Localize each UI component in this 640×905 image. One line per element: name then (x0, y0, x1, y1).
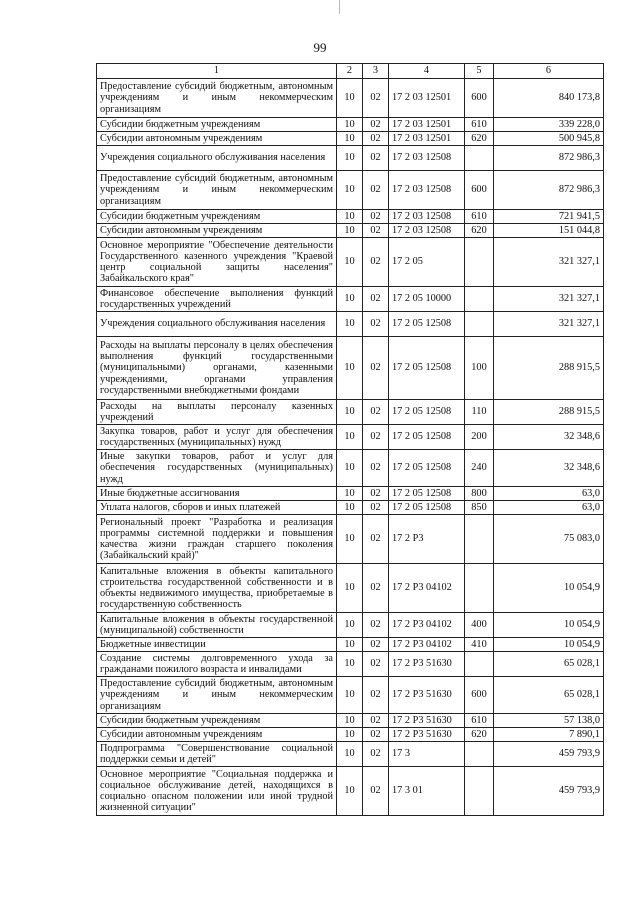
row-section: 10 (337, 564, 363, 613)
row-section: 10 (337, 224, 363, 238)
header-row (97, 64, 604, 79)
row-name: Предоставление субсидий бюджетным, автономным учреждениям и иным некоммерческим организациям (97, 171, 337, 210)
row-amount: 65 028,1 (494, 652, 604, 677)
row-amount: 840 173,8 (494, 79, 604, 118)
row-amount: 321 327,1 (494, 287, 604, 312)
row-subsection: 02 (363, 677, 389, 714)
col-header-subsection: 3 (363, 64, 389, 79)
row-subsection: 02 (363, 515, 389, 564)
page-number: 99 (313, 40, 327, 55)
row-section: 10 (337, 312, 363, 337)
table-row (97, 501, 604, 515)
row-name: Расходы на выплаты персоналу в целях обеспечения выполнения функций государственными (муниципальными) органами, казенными учреждениями, органами управления государственными внебюджетными фондами (97, 337, 337, 400)
row-expense-type: 100 (465, 337, 494, 400)
row-expense-type: 410 (465, 638, 494, 652)
row-target-code: 17 2 03 12501 (389, 79, 465, 118)
row-subsection: 02 (363, 638, 389, 652)
table-row (97, 132, 604, 146)
row-section: 10 (337, 501, 363, 515)
row-name: Учреждения социального обслуживания населения (97, 146, 337, 171)
row-amount: 7 890,1 (494, 728, 604, 742)
row-target-code: 17 2 Р3 04102 (389, 564, 465, 613)
row-amount: 321 327,1 (494, 238, 604, 287)
row-name: Капитальные вложения в объекты капитального строительства государственной собственности и в объекты недвижимого имущества, приобретаемые в государственную собственность (97, 564, 337, 613)
table-row (97, 312, 604, 337)
table-row (97, 118, 604, 132)
row-target-code: 17 2 05 12508 (389, 400, 465, 425)
row-target-code: 17 2 05 12508 (389, 487, 465, 501)
row-target-code: 17 2 05 12508 (389, 337, 465, 400)
row-name: Основное мероприятие "Обеспечение деятельности Государственного казенного учреждения "Краевой центр социальной защиты населения" Забайкальского края" (97, 238, 337, 287)
table-row (97, 487, 604, 501)
row-name: Основное мероприятие "Социальная поддержка и социальное обслуживание детей, находящихся в социально опасном положении или иной трудной жизненной ситуации" (97, 767, 337, 816)
row-subsection: 02 (363, 767, 389, 816)
table-row (97, 613, 604, 638)
row-amount: 288 915,5 (494, 400, 604, 425)
row-section: 10 (337, 337, 363, 400)
row-target-code: 17 3 01 (389, 767, 465, 816)
col-header-expense-type: 5 (465, 64, 494, 79)
row-section: 10 (337, 171, 363, 210)
row-section: 10 (337, 238, 363, 287)
table-row (97, 425, 604, 450)
row-expense-type: 620 (465, 132, 494, 146)
row-target-code: 17 2 05 12508 (389, 312, 465, 337)
table-row (97, 677, 604, 714)
row-subsection: 02 (363, 337, 389, 400)
row-subsection: 02 (363, 450, 389, 487)
row-target-code: 17 2 03 12501 (389, 132, 465, 146)
row-amount: 500 945,8 (494, 132, 604, 146)
row-section: 10 (337, 400, 363, 425)
row-expense-type: 800 (465, 487, 494, 501)
table-row (97, 515, 604, 564)
row-subsection: 02 (363, 118, 389, 132)
row-section: 10 (337, 146, 363, 171)
row-name: Предоставление субсидий бюджетным, автономным учреждениям и иным некоммерческим организациям (97, 677, 337, 714)
col-header-amount: 6 (494, 64, 604, 79)
row-expense-type (465, 312, 494, 337)
table-row (97, 146, 604, 171)
row-name: Субсидии автономным учреждениям (97, 224, 337, 238)
row-name: Субсидии бюджетным учреждениям (97, 210, 337, 224)
row-amount: 321 327,1 (494, 312, 604, 337)
row-expense-type: 200 (465, 425, 494, 450)
row-expense-type (465, 652, 494, 677)
row-section: 10 (337, 677, 363, 714)
row-amount: 459 793,9 (494, 742, 604, 767)
row-target-code: 17 2 03 12501 (389, 118, 465, 132)
row-expense-type (465, 146, 494, 171)
row-name: Уплата налогов, сборов и иных платежей (97, 501, 337, 515)
table-row (97, 450, 604, 487)
row-subsection: 02 (363, 132, 389, 146)
col-header-target-code: 4 (389, 64, 465, 79)
row-subsection: 02 (363, 400, 389, 425)
row-target-code: 17 2 Р3 04102 (389, 613, 465, 638)
row-target-code: 17 2 05 12508 (389, 450, 465, 487)
row-subsection: 02 (363, 564, 389, 613)
row-target-code: 17 3 (389, 742, 465, 767)
row-section: 10 (337, 118, 363, 132)
row-subsection: 02 (363, 79, 389, 118)
row-name: Закупка товаров, работ и услуг для обеспечения государственных (муниципальных) нужд (97, 425, 337, 450)
row-section: 10 (337, 714, 363, 728)
row-name: Субсидии автономным учреждениям (97, 728, 337, 742)
row-section: 10 (337, 767, 363, 816)
row-target-code: 17 2 Р3 51630 (389, 714, 465, 728)
row-amount: 339 228,0 (494, 118, 604, 132)
row-section: 10 (337, 79, 363, 118)
table-row (97, 400, 604, 425)
row-amount: 63,0 (494, 487, 604, 501)
row-subsection: 02 (363, 287, 389, 312)
row-expense-type (465, 564, 494, 613)
row-amount: 151 044,8 (494, 224, 604, 238)
row-name: Бюджетные инвестиции (97, 638, 337, 652)
row-name: Иные бюджетные ассигнования (97, 487, 337, 501)
table-row (97, 171, 604, 210)
row-name: Субсидии бюджетным учреждениям (97, 118, 337, 132)
row-section: 10 (337, 450, 363, 487)
row-amount: 32 348,6 (494, 450, 604, 487)
row-expense-type: 610 (465, 210, 494, 224)
row-name: Субсидии бюджетным учреждениям (97, 714, 337, 728)
row-amount: 57 138,0 (494, 714, 604, 728)
row-target-code: 17 2 Р3 (389, 515, 465, 564)
row-name: Расходы на выплаты персоналу казенных учреждений (97, 400, 337, 425)
row-section: 10 (337, 638, 363, 652)
row-target-code: 17 2 05 10000 (389, 287, 465, 312)
row-expense-type: 620 (465, 728, 494, 742)
row-section: 10 (337, 287, 363, 312)
table-row (97, 238, 604, 287)
row-subsection: 02 (363, 613, 389, 638)
row-expense-type: 110 (465, 400, 494, 425)
table-row (97, 224, 604, 238)
row-subsection: 02 (363, 728, 389, 742)
row-amount: 459 793,9 (494, 767, 604, 816)
row-expense-type: 600 (465, 79, 494, 118)
row-expense-type (465, 515, 494, 564)
row-target-code: 17 2 Р3 51630 (389, 728, 465, 742)
row-target-code: 17 2 03 12508 (389, 224, 465, 238)
row-subsection: 02 (363, 487, 389, 501)
row-amount: 32 348,6 (494, 425, 604, 450)
row-subsection: 02 (363, 146, 389, 171)
row-name: Региональный проект "Разработка и реализация программы системной поддержки и повышения качества жизни граждан старшего поколения (Забайкальский край)" (97, 515, 337, 564)
table-row (97, 652, 604, 677)
table-row (97, 564, 604, 613)
row-amount: 721 941,5 (494, 210, 604, 224)
col-header-name: 1 (97, 64, 337, 79)
table-row (97, 210, 604, 224)
row-expense-type: 600 (465, 171, 494, 210)
table-row (97, 767, 604, 816)
row-section: 10 (337, 132, 363, 146)
row-target-code: 17 2 05 12508 (389, 425, 465, 450)
row-name: Создание системы долговременного ухода за гражданами пожилого возраста и инвалидами (97, 652, 337, 677)
row-expense-type: 240 (465, 450, 494, 487)
table-row (97, 337, 604, 400)
row-amount: 10 054,9 (494, 564, 604, 613)
row-amount: 872 986,3 (494, 171, 604, 210)
row-target-code: 17 2 03 12508 (389, 210, 465, 224)
row-subsection: 02 (363, 652, 389, 677)
row-name: Финансовое обеспечение выполнения функций государственных учреждений (97, 287, 337, 312)
row-subsection: 02 (363, 210, 389, 224)
row-amount: 63,0 (494, 501, 604, 515)
row-target-code: 17 2 03 12508 (389, 171, 465, 210)
table-row (97, 79, 604, 118)
row-name: Иные закупки товаров, работ и услуг для обеспечения государственных (муниципальных) нужд (97, 450, 337, 487)
row-section: 10 (337, 728, 363, 742)
row-expense-type (465, 742, 494, 767)
row-subsection: 02 (363, 501, 389, 515)
row-target-code: 17 2 05 (389, 238, 465, 287)
row-section: 10 (337, 652, 363, 677)
row-amount: 288 915,5 (494, 337, 604, 400)
row-amount: 65 028,1 (494, 677, 604, 714)
table-row (97, 287, 604, 312)
row-subsection: 02 (363, 425, 389, 450)
row-subsection: 02 (363, 742, 389, 767)
table-row (97, 728, 604, 742)
row-subsection: 02 (363, 238, 389, 287)
row-target-code: 17 2 05 12508 (389, 501, 465, 515)
row-name: Капитальные вложения в объекты государственной (муниципальной) собственности (97, 613, 337, 638)
row-subsection: 02 (363, 714, 389, 728)
col-header-section: 2 (337, 64, 363, 79)
row-name: Учреждения социального обслуживания населения (97, 312, 337, 337)
row-section: 10 (337, 515, 363, 564)
budget-table (96, 63, 604, 816)
row-expense-type: 610 (465, 714, 494, 728)
row-section: 10 (337, 425, 363, 450)
row-expense-type: 610 (465, 118, 494, 132)
row-name: Подпрограмма "Совершенствование социальной поддержки семьи и детей" (97, 742, 337, 767)
row-section: 10 (337, 742, 363, 767)
row-section: 10 (337, 613, 363, 638)
table-row (97, 714, 604, 728)
row-target-code: 17 2 Р3 51630 (389, 677, 465, 714)
row-expense-type (465, 238, 494, 287)
row-expense-type: 400 (465, 613, 494, 638)
row-target-code: 17 2 Р3 51630 (389, 652, 465, 677)
row-expense-type: 850 (465, 501, 494, 515)
scan-artifact (339, 0, 340, 14)
row-name: Предоставление субсидий бюджетным, автономным учреждениям и иным некоммерческим организациям (97, 79, 337, 118)
row-subsection: 02 (363, 312, 389, 337)
row-name: Субсидии автономным учреждениям (97, 132, 337, 146)
table-row (97, 638, 604, 652)
row-target-code: 17 2 03 12508 (389, 146, 465, 171)
row-section: 10 (337, 210, 363, 224)
row-expense-type: 600 (465, 677, 494, 714)
table-row (97, 742, 604, 767)
row-expense-type: 620 (465, 224, 494, 238)
row-subsection: 02 (363, 171, 389, 210)
row-target-code: 17 2 Р3 04102 (389, 638, 465, 652)
row-amount: 10 054,9 (494, 613, 604, 638)
row-subsection: 02 (363, 224, 389, 238)
row-amount: 872 986,3 (494, 146, 604, 171)
row-expense-type (465, 287, 494, 312)
row-section: 10 (337, 487, 363, 501)
row-amount: 10 054,9 (494, 638, 604, 652)
row-amount: 75 083,0 (494, 515, 604, 564)
row-expense-type (465, 767, 494, 816)
